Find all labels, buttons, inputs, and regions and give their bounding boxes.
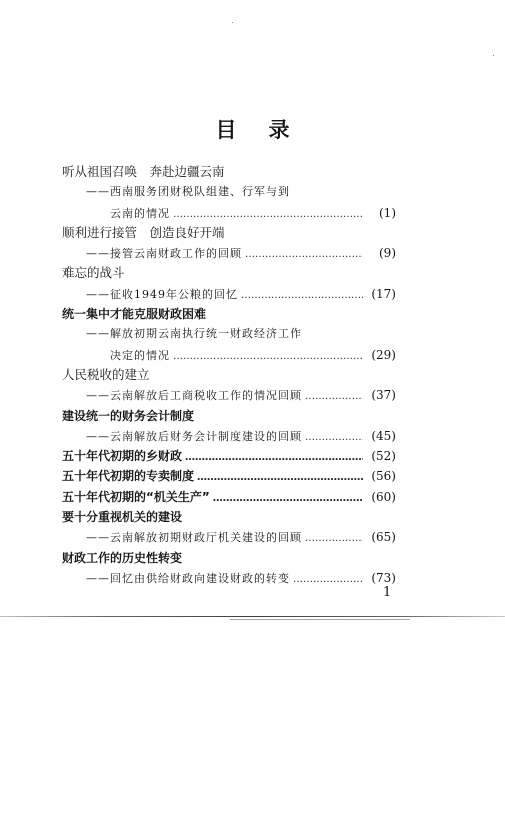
toc-entry-page: (45) [371,428,396,443]
toc-entry-main [62,263,396,283]
toc-entry-text: 五十年代初期的“机关生产” [62,489,210,504]
toc-entry-text: ——云南解放后财务会计制度建设的回顾 [86,429,302,443]
toc-entry-text: 云南的情况 [110,206,170,220]
toc-entry-text: 决定的情况 [110,348,170,362]
toc-entry-bold [62,304,396,324]
toc-entry-text: ——云南解放初期财政厅机关建设的回顾 [86,531,302,545]
toc-entry-text: 财政工作的历史性转变 [62,550,183,565]
toc-entry-text: 顺利进行接管 创造良好开端 [62,224,225,240]
title-char-1: 目 [215,118,237,142]
toc-entry-main [62,162,396,182]
toc-leader-dots [305,529,363,549]
toc-entry-text: 人民税收的建立 [62,366,150,382]
toc-entry-sub [62,182,396,202]
toc-entry-page: (60) [371,489,396,504]
page-title [0,114,505,144]
toc-entry-cont [62,345,396,365]
toc-leader-dots [305,428,363,448]
toc-entry-text: ——云南解放后工商税收工作的情况回顾 [86,389,302,403]
toc-leader-dots [213,489,363,509]
toc-entry-text: 统一集中才能克服财政困难 [62,307,207,322]
toc-entry-text: 五十年代初期的专卖制度 [62,469,195,484]
toc-entry-text: ——解放初期云南执行统一财政经济工作 [86,327,302,341]
toc-entry-page: (1) [379,205,396,220]
toc-leader-dots [197,468,363,488]
toc-entry-text: ——回忆由供给财政向建设财政的转变 [86,571,290,585]
toc-entry-page: (9) [379,246,396,261]
title-char-2: 录 [268,118,290,142]
toc-leader-dots [173,347,363,367]
scan-speck [232,22,233,23]
toc-entry-page: (73) [371,570,396,585]
toc-entry-bold [62,446,396,466]
toc-entry-bold [62,487,396,507]
toc-entry-text: 要十分重视机关的建设 [62,510,183,525]
toc-entry-text: 难忘的战斗 [62,265,125,281]
toc-entry-page: (29) [371,347,396,362]
toc-entry-main [62,365,396,385]
toc-entry-sub [62,284,396,304]
toc-entry-bold [62,406,396,426]
toc-leader-dots [173,205,363,225]
toc-leader-dots [293,570,363,590]
toc-entry-sub [62,527,396,547]
toc-entry-text: 听从祖国召唤 奔赴边疆云南 [62,164,225,179]
toc-entry-page: (17) [371,286,396,301]
toc-entry-text: ——征收1949年公粮的回忆 [86,287,238,301]
toc-entry-page: (37) [371,388,396,403]
toc-entry-page: (65) [371,530,396,545]
toc-entry-bold [62,466,396,486]
toc-entry-page: (56) [371,469,396,484]
toc-entry-text: 五十年代初期的乡财政 [62,449,183,464]
toc-entry-sub [62,324,396,344]
toc-entry-text: ——西南服务团财税队组建、行军与到 [86,185,290,199]
table-of-contents [62,162,396,588]
toc-entry-sub [62,426,396,446]
toc-leader-dots [305,387,363,407]
toc-entry-page: (52) [371,449,396,464]
toc-leader-dots [245,245,363,265]
page-edge-line [0,616,505,617]
toc-entry-bold [62,507,396,527]
toc-leader-dots [185,448,363,468]
toc-entry-sub [62,385,396,405]
toc-entry-cont [62,203,396,223]
scan-speck [493,55,494,56]
toc-entry-sub [62,568,396,588]
toc-entry-main [62,223,396,243]
toc-entry-text: 建设统一的财务会计制度 [62,408,195,423]
page-number: 1 [383,585,392,600]
toc-entry-sub [62,243,396,263]
toc-leader-dots [241,286,363,306]
toc-entry-text: ——接管云南财政工作的回顾 [86,247,242,261]
toc-entry-bold [62,548,396,568]
page-edge-line-shadow [230,619,410,620]
